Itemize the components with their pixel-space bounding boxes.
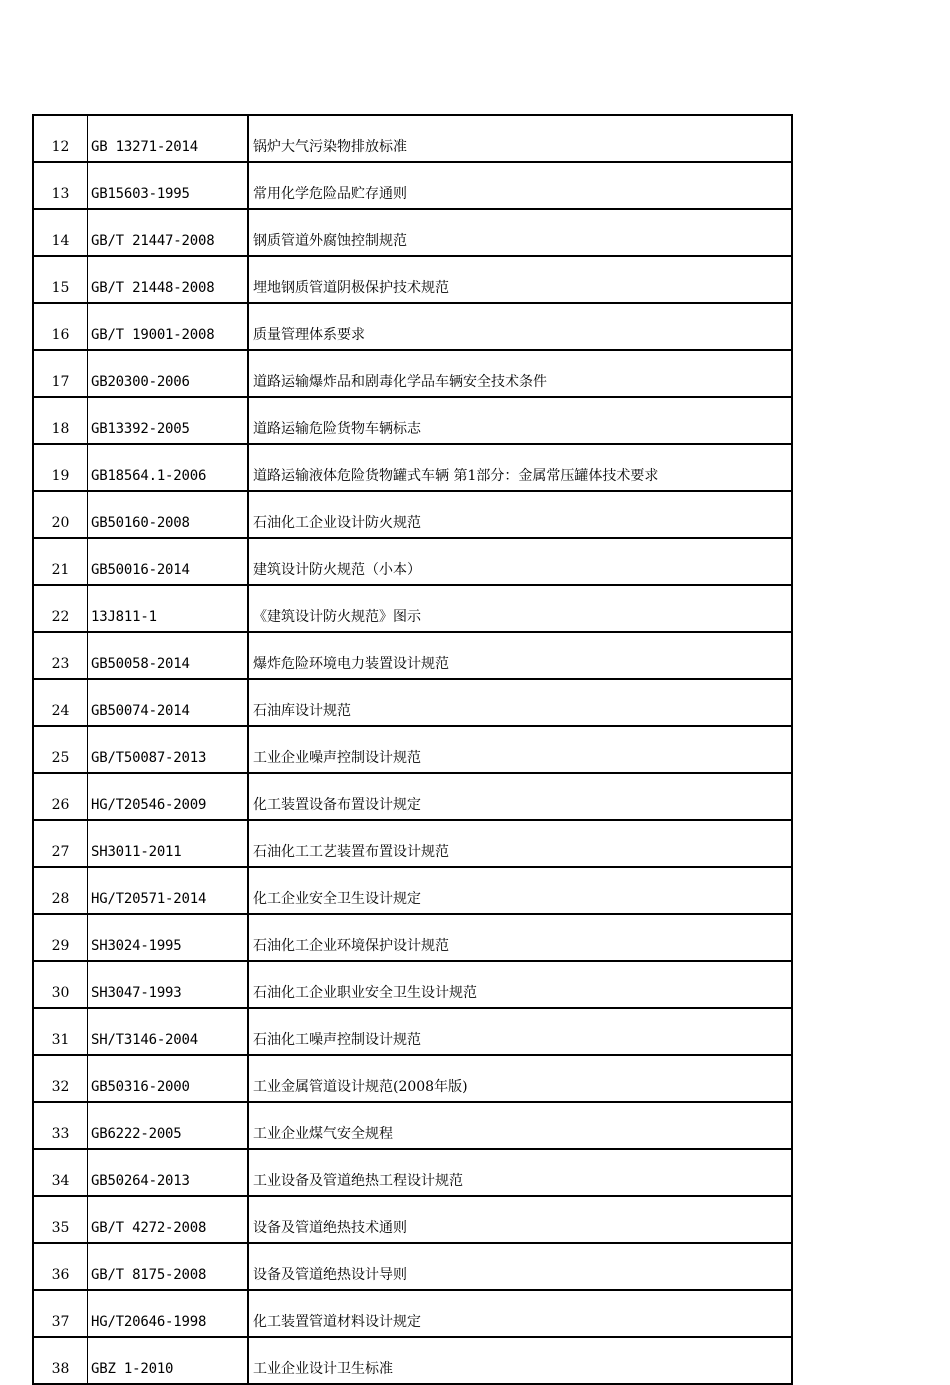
standard-title: 锅炉大气污染物排放标准 xyxy=(248,115,792,162)
row-number: 32 xyxy=(33,1055,88,1102)
table-row xyxy=(33,1196,792,1243)
standard-code: GB/T 4272-2008 xyxy=(88,1196,249,1243)
standards-table-body xyxy=(33,115,792,1384)
standard-title: 工业企业煤气安全规程 xyxy=(248,1102,792,1149)
row-number: 24 xyxy=(33,679,88,726)
table-row xyxy=(33,726,792,773)
table-row xyxy=(33,397,792,444)
standard-title: 化工企业安全卫生设计规定 xyxy=(248,867,792,914)
table-row xyxy=(33,256,792,303)
standard-title: 石油化工企业环境保护设计规范 xyxy=(248,914,792,961)
row-number: 20 xyxy=(33,491,88,538)
table-row xyxy=(33,115,792,162)
standard-code: GB/T50087-2013 xyxy=(88,726,249,773)
row-number: 33 xyxy=(33,1102,88,1149)
row-number: 31 xyxy=(33,1008,88,1055)
table-row xyxy=(33,914,792,961)
row-number: 22 xyxy=(33,585,88,632)
row-number: 28 xyxy=(33,867,88,914)
table-row xyxy=(33,1337,792,1384)
standard-title: 石油库设计规范 xyxy=(248,679,792,726)
standard-title: 设备及管道绝热技术通则 xyxy=(248,1196,792,1243)
standard-title: 石油化工企业职业安全卫生设计规范 xyxy=(248,961,792,1008)
standard-code: GBZ 1-2010 xyxy=(88,1337,249,1384)
standard-code: GB/T 21447-2008 xyxy=(88,209,249,256)
row-number: 34 xyxy=(33,1149,88,1196)
standard-title: 工业设备及管道绝热工程设计规范 xyxy=(248,1149,792,1196)
standard-title: 《建筑设计防火规范》图示 xyxy=(248,585,792,632)
table-row xyxy=(33,209,792,256)
row-number: 21 xyxy=(33,538,88,585)
standard-code: GB/T 19001-2008 xyxy=(88,303,249,350)
table-row xyxy=(33,585,792,632)
standards-table xyxy=(32,114,793,1385)
standard-code: HG/T20571-2014 xyxy=(88,867,249,914)
standard-code: GB50058-2014 xyxy=(88,632,249,679)
standard-title: 工业企业噪声控制设计规范 xyxy=(248,726,792,773)
table-row xyxy=(33,1290,792,1337)
standard-code: GB13392-2005 xyxy=(88,397,249,444)
table-row xyxy=(33,1243,792,1290)
standard-title: 常用化学危险品贮存通则 xyxy=(248,162,792,209)
standard-title: 石油化工噪声控制设计规范 xyxy=(248,1008,792,1055)
standard-code: GB6222-2005 xyxy=(88,1102,249,1149)
standard-title: 质量管理体系要求 xyxy=(248,303,792,350)
table-row xyxy=(33,538,792,585)
standard-code: GB18564.1-2006 xyxy=(88,444,249,491)
standard-code: GB 13271-2014 xyxy=(88,115,249,162)
row-number: 30 xyxy=(33,961,88,1008)
standard-title: 道路运输液体危险货物罐式车辆 第1部分：金属常压罐体技术要求 xyxy=(248,444,792,491)
row-number: 35 xyxy=(33,1196,88,1243)
standard-code: GB15603-1995 xyxy=(88,162,249,209)
standard-code: GB20300-2006 xyxy=(88,350,249,397)
standard-code: HG/T20546-2009 xyxy=(88,773,249,820)
row-number: 27 xyxy=(33,820,88,867)
row-number: 15 xyxy=(33,256,88,303)
standard-code: GB50264-2013 xyxy=(88,1149,249,1196)
table-row xyxy=(33,350,792,397)
standard-title: 埋地钢质管道阴极保护技术规范 xyxy=(248,256,792,303)
table-row xyxy=(33,820,792,867)
standard-code: HG/T20646-1998 xyxy=(88,1290,249,1337)
standard-title: 道路运输爆炸品和剧毒化学品车辆安全技术条件 xyxy=(248,350,792,397)
standard-code: GB50316-2000 xyxy=(88,1055,249,1102)
row-number: 13 xyxy=(33,162,88,209)
table-row xyxy=(33,961,792,1008)
standard-code: SH/T3146-2004 xyxy=(88,1008,249,1055)
standards-sheet xyxy=(32,114,793,1385)
row-number: 18 xyxy=(33,397,88,444)
standard-code: GB/T 8175-2008 xyxy=(88,1243,249,1290)
table-row xyxy=(33,1008,792,1055)
row-number: 12 xyxy=(33,115,88,162)
table-row xyxy=(33,303,792,350)
standard-code: GB50160-2008 xyxy=(88,491,249,538)
standard-code: SH3047-1993 xyxy=(88,961,249,1008)
row-number: 26 xyxy=(33,773,88,820)
table-row xyxy=(33,162,792,209)
row-number: 36 xyxy=(33,1243,88,1290)
table-row xyxy=(33,444,792,491)
row-number: 23 xyxy=(33,632,88,679)
standard-title: 爆炸危险环境电力装置设计规范 xyxy=(248,632,792,679)
standard-code: 13J811-1 xyxy=(88,585,249,632)
standard-title: 道路运输危险货物车辆标志 xyxy=(248,397,792,444)
row-number: 29 xyxy=(33,914,88,961)
standard-title: 化工装置设备布置设计规定 xyxy=(248,773,792,820)
row-number: 14 xyxy=(33,209,88,256)
table-row xyxy=(33,1055,792,1102)
standard-code: SH3011-2011 xyxy=(88,820,249,867)
row-number: 16 xyxy=(33,303,88,350)
standard-code: GB50016-2014 xyxy=(88,538,249,585)
standard-title: 工业金属管道设计规范(2008年版) xyxy=(248,1055,792,1102)
standard-title: 设备及管道绝热设计导则 xyxy=(248,1243,792,1290)
table-row xyxy=(33,491,792,538)
row-number: 37 xyxy=(33,1290,88,1337)
standard-title: 石油化工工艺装置布置设计规范 xyxy=(248,820,792,867)
standard-code: GB50074-2014 xyxy=(88,679,249,726)
standard-title: 钢质管道外腐蚀控制规范 xyxy=(248,209,792,256)
standard-title: 建筑设计防火规范（小本） xyxy=(248,538,792,585)
row-number: 19 xyxy=(33,444,88,491)
row-number: 25 xyxy=(33,726,88,773)
table-row xyxy=(33,867,792,914)
standard-title: 石油化工企业设计防火规范 xyxy=(248,491,792,538)
row-number: 38 xyxy=(33,1337,88,1384)
standard-title: 化工装置管道材料设计规定 xyxy=(248,1290,792,1337)
table-row xyxy=(33,1149,792,1196)
row-number: 17 xyxy=(33,350,88,397)
standard-code: SH3024-1995 xyxy=(88,914,249,961)
table-row xyxy=(33,1102,792,1149)
standard-code: GB/T 21448-2008 xyxy=(88,256,249,303)
table-row xyxy=(33,632,792,679)
standard-title: 工业企业设计卫生标准 xyxy=(248,1337,792,1384)
table-row xyxy=(33,773,792,820)
table-row xyxy=(33,679,792,726)
